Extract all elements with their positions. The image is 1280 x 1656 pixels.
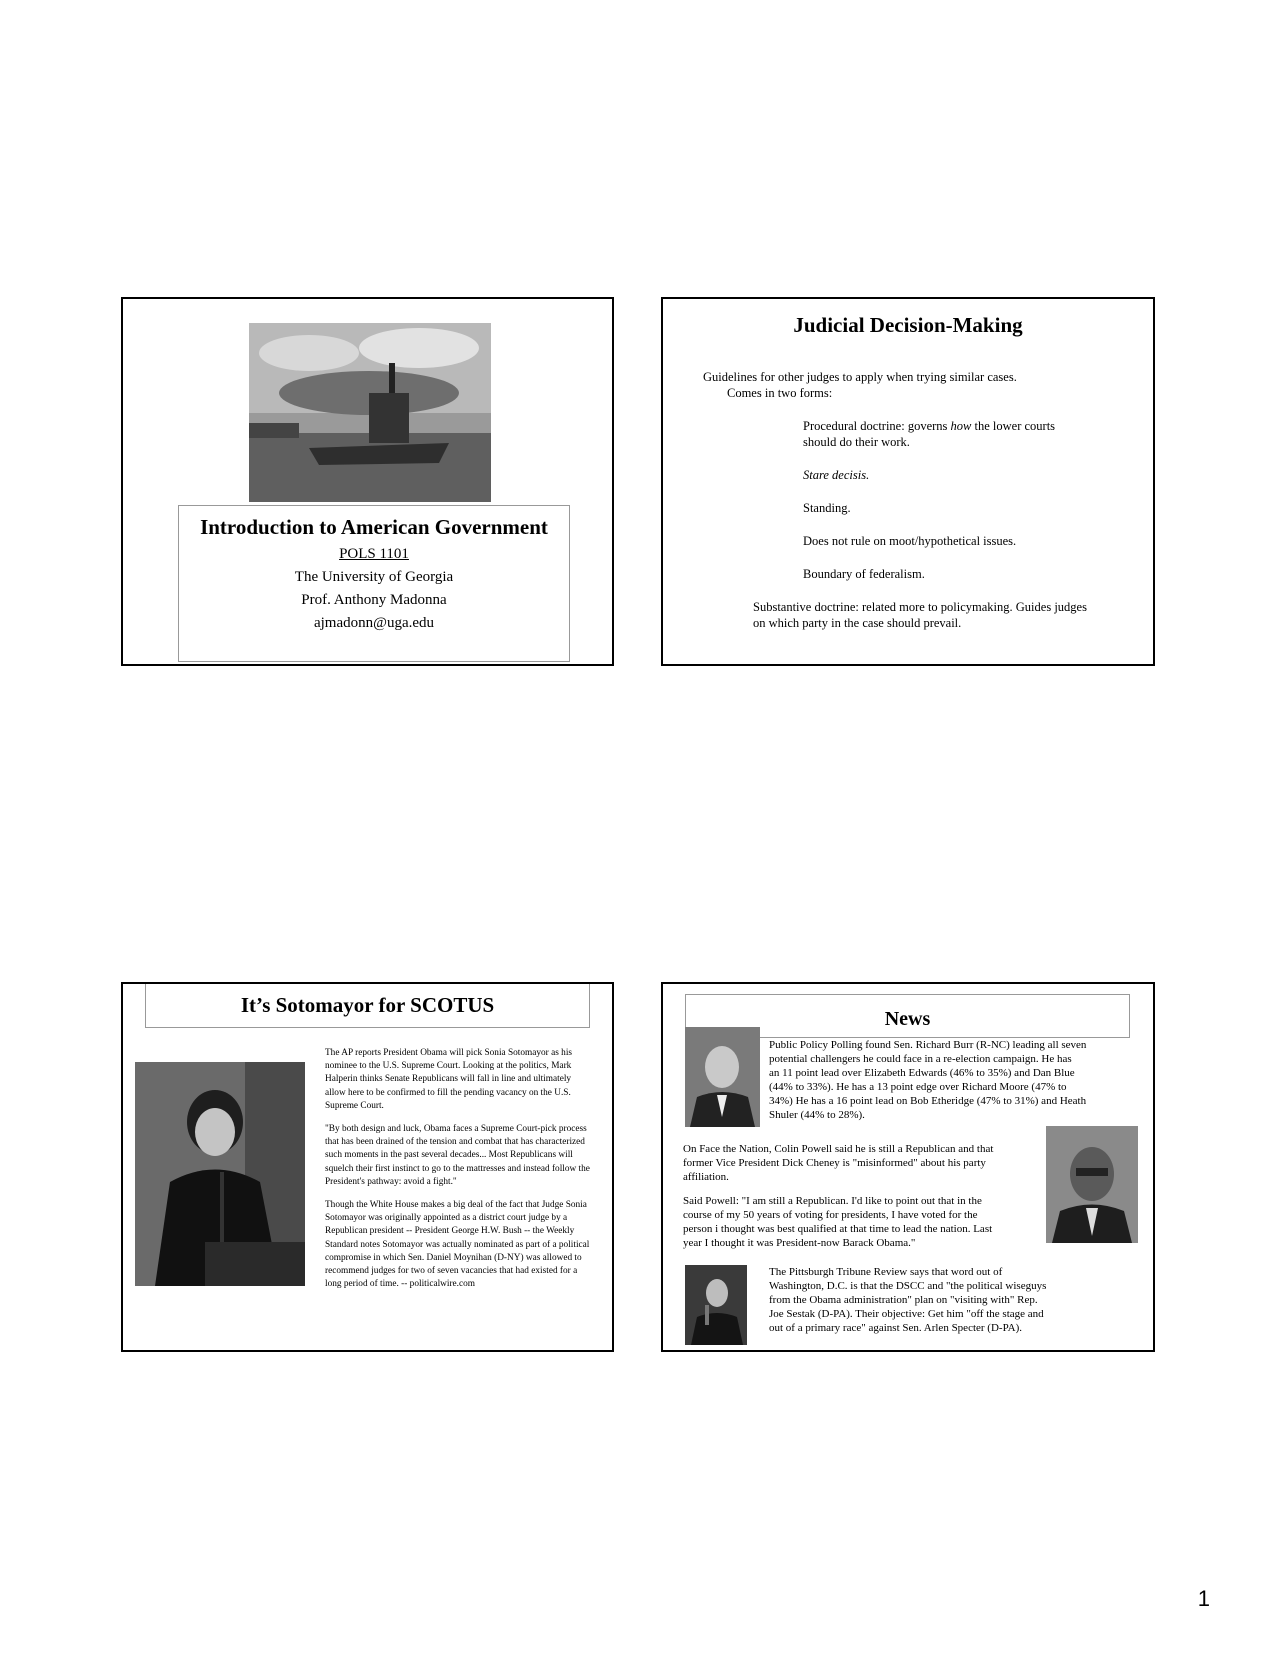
- procedural-emphasis: how: [950, 419, 972, 433]
- p4-line: out of a primary race" against Sen. Arlen Specter (D-PA).: [769, 1322, 1023, 1334]
- sotomayor-photo: [135, 1062, 305, 1286]
- p4-line: Joe Sestak (D-PA). Their objective: Get him "off the stage and: [769, 1308, 1044, 1320]
- paragraph-1: The AP reports President Obama will pick Sonia Sotomayor as his nominee to the U.S. Supreme Court. Looking at the politics, Mark Halperin thinks Senate Republicans will fall in line and ultimately allow here to be confirmed to fill the pending vacancy on the U.S. Supreme Court.: [325, 1048, 573, 1111]
- p4-line: from the Obama administration" plan on "visiting with" Rep.: [769, 1294, 1038, 1306]
- procedural-text-b: the lower courts: [971, 419, 1056, 433]
- standing: Standing.: [803, 501, 851, 515]
- paragraph-2: [683, 1142, 993, 1184]
- slide-title: News: [685, 994, 1130, 1038]
- p1-line: an 11 point lead over Elizabeth Edwards (46% to 35%) and Dan Blue: [769, 1067, 1075, 1079]
- procedural-text-c: should do their work.: [803, 435, 910, 449]
- university: The University of Georgia: [294, 569, 454, 585]
- substantive-line-2: on which party in the case should prevail.: [753, 616, 962, 630]
- course-code: POLS 1101: [339, 546, 409, 562]
- p1-line: potential challengers he could face in a re-election campaign. He has: [769, 1053, 1072, 1065]
- p1-line: (44% to 33%). He has a 13 point edge over Richard Moore (47% to: [769, 1081, 1067, 1093]
- powell-photo: [1046, 1126, 1138, 1243]
- article-text: [325, 1047, 593, 1301]
- procedural-doctrine: [803, 418, 1055, 450]
- burr-photo: [685, 1027, 760, 1127]
- sestak-photo: [685, 1265, 747, 1345]
- p3-line: person i thought was best qualified at that time to lead the nation. Last: [683, 1223, 993, 1235]
- paragraph-1: [769, 1038, 1086, 1122]
- p2-line: former Vice President Dick Cheney is "misinformed" about his party: [683, 1157, 986, 1169]
- p1-line: 34%) He has a 16 point lead on Bob Etheridge (47% to 31%) and Heath: [769, 1095, 1087, 1107]
- p1-line: Shuler (44% to 28%).: [769, 1109, 865, 1121]
- slide-title: Introduction to American Government: [200, 515, 548, 539]
- p3-line: Said Powell: "I am still a Republican. I'd like to point out that in the: [683, 1195, 982, 1207]
- moot-issues: Does not rule on moot/hypothetical issues.: [803, 534, 1017, 548]
- slide-judicial: [661, 297, 1155, 666]
- p3-line: year I thought it was President-now Barack Obama.": [683, 1237, 916, 1249]
- federalism: Boundary of federalism.: [803, 567, 925, 581]
- p4-line: Washington, D.C. is that the DSCC and "the political wiseguys: [769, 1280, 1047, 1292]
- paragraph-2: "By both design and luck, Obama faces a Supreme Court-pick process that has been drained of the tension and combat that has characterized such moments in the past several decades... Most Republicans will squelch their first instinct to go to the mattresses and instead follow the President's pathway: avoid a fight.": [325, 1124, 590, 1187]
- paragraph-3: [683, 1194, 992, 1250]
- slide-sotomayor: [121, 982, 614, 1352]
- page-number: 1: [1197, 1586, 1210, 1611]
- slide-title: Judicial Decision-Making: [793, 313, 1023, 337]
- paragraph-3: Though the White House makes a big deal of the fact that Judge Sonia Sotomayor was originally appointed as a district court judge by a Republican president -- President George H.W. Bush -- the Weekly Standard notes Sotomayor was actually nominated as part of a political compromise in which Sen. Daniel Moynihan (D-NY) was allowed to recommend judges for two of seven vacancies that had existed for a long period of time. -- politicalwire.com: [325, 1200, 590, 1290]
- intro-line-1: Guidelines for other judges to apply when trying similar cases.: [703, 370, 1017, 384]
- stare-decisis: Stare decisis.: [803, 468, 870, 482]
- paragraph-4: [769, 1265, 1046, 1335]
- substantive-line-1: Substantive doctrine: related more to policymaking. Guides judges: [753, 600, 1087, 614]
- p1-line: Public Policy Polling found Sen. Richard Burr (R-NC) leading all seven: [769, 1039, 1087, 1051]
- email: ajmadonn@uga.edu: [313, 615, 435, 631]
- intro-line-2: Comes in two forms:: [727, 386, 833, 400]
- procedural-text-a: Procedural doctrine: governs: [803, 419, 951, 433]
- slide-title: It’s Sotomayor for SCOTUS: [145, 982, 590, 1028]
- battleship-image: [249, 323, 491, 502]
- p2-line: affiliation.: [683, 1171, 729, 1183]
- p3-line: course of my 50 years of voting for presidents, I have voted for the: [683, 1209, 978, 1221]
- p2-line: On Face the Nation, Colin Powell said he is still a Republican and that: [683, 1143, 994, 1155]
- p4-line: The Pittsburgh Tribune Review says that word out of: [769, 1266, 1003, 1278]
- slide-news: [661, 982, 1155, 1352]
- substantive-doctrine: [753, 599, 1087, 631]
- slide-intro: [121, 297, 614, 666]
- title-box: [178, 505, 570, 662]
- professor: Prof. Anthony Madonna: [301, 592, 447, 608]
